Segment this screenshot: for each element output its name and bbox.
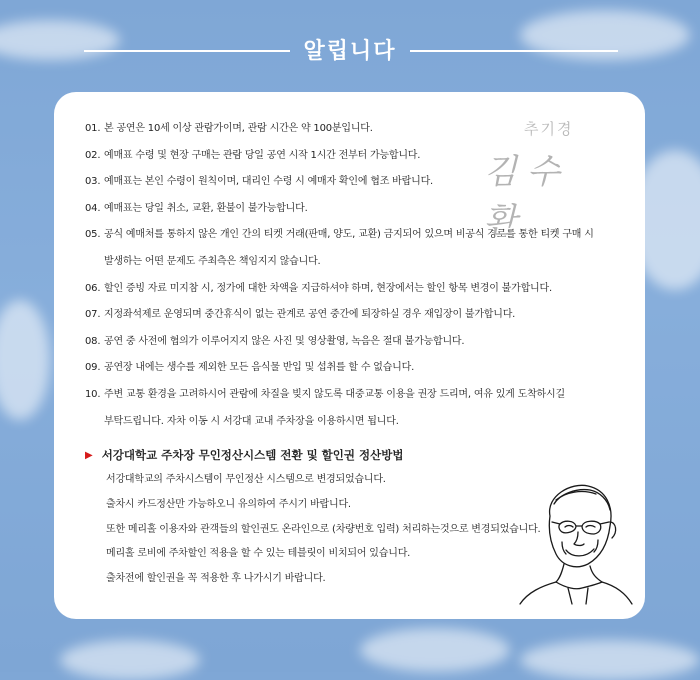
section-line: 출차전에 할인권을 꼭 적용한 후 나가시기 바랍니다. (106, 573, 326, 585)
notice-number (85, 409, 104, 436)
section-line: 서강대학교의 주차시스템이 무인정산 시스템으로 변경되었습니다. (106, 474, 386, 485)
section-line: 출차시 카드정산만 가능하오니 유의하여 주시기 바랍니다. (106, 498, 351, 510)
notice-text: 할인 증빙 자료 미지참 시, 정가에 대한 차액을 지급하셔야 하며, 현장에서는 할인 항목 변경이 불가합니다. (104, 282, 552, 294)
page-title: 알립니다 (303, 39, 397, 64)
notice-number: 05. (85, 229, 101, 241)
cloud (0, 300, 50, 420)
page-header (0, 28, 700, 72)
section-title: 서강대학교 주차장 무인정산시스템 전환 및 할인권 정산방법 (101, 448, 404, 462)
notice-number: 06. (85, 282, 101, 294)
section-heading (85, 446, 605, 464)
cloud (60, 640, 200, 680)
notice-text: 공연 중 사전에 협의가 이루어지지 않은 사진 및 영상촬영, 녹음은 절대 불가능합니다. (104, 335, 465, 347)
notice-number: 10. (85, 388, 101, 400)
cloud (360, 628, 510, 672)
notice-number: 04. (85, 202, 101, 214)
cloud (520, 640, 700, 680)
notice-item (85, 355, 605, 382)
notice-number: 03. (85, 176, 101, 188)
notice-card (54, 92, 645, 619)
notice-item (85, 329, 605, 356)
notice-item (85, 382, 605, 409)
header-rule-right (410, 50, 618, 52)
notice-number: 02. (85, 149, 101, 161)
notice-text: 지정좌석제로 운영되며 중간휴식이 없는 관계로 공연 중간에 퇴장하실 경우 재입장이 불가합니다. (104, 309, 516, 321)
notice-item-continued (85, 249, 605, 276)
section-line: 메리홀 로비에 주차할인 적용을 할 수 있는 테블릿이 비치되어 있습니다. (106, 548, 411, 560)
calligraphy-signature (484, 118, 604, 241)
triangle-arrow-icon: ▶ (85, 449, 93, 461)
notice-text: 부탁드립니다. 자차 이동 시 서강대 교내 주차장을 이용하시면 됩니다. (104, 415, 399, 427)
signature-name: 김수환 (484, 152, 570, 241)
notice-text: 본 공연은 10세 이상 관람가이며, 관람 시간은 약 100분입니다. (104, 123, 373, 134)
notice-number: 07. (85, 309, 101, 321)
notice-text: 주변 교통 환경을 고려하시어 관람에 차질을 빚지 않도록 대중교통 이용을 권장 드리며, 여유 있게 도착하시길 (104, 388, 565, 400)
notice-text: 예매표는 본인 수령이 원칙이며, 대리인 수령 시 예매자 확인에 협조 바랍니다. (104, 176, 434, 188)
notice-text: 예매표 수령 및 현장 구매는 관람 당일 공연 시작 1시간 전부터 가능합니다. (104, 149, 421, 161)
section-line: 또한 메리홀 이용자와 관객들의 할인권도 온라인으로 (차량번호 입력) 처리하는것으로 변경되었습니다. (106, 523, 541, 535)
notice-number: 01. (85, 123, 101, 134)
notice-text: 공식 예매처를 통하지 않은 개인 간의 티켓 거래(판매, 양도, 교환) 금지되어 있으며 비공식 경로를 통한 티켓 구매 시 (104, 229, 594, 241)
portrait-illustration (516, 476, 634, 606)
notice-item (85, 276, 605, 303)
notice-number: 09. (85, 362, 101, 374)
notice-text: 발생하는 어떤 문제도 주최측은 책임지지 않습니다. (104, 255, 321, 267)
notice-item (85, 302, 605, 329)
notice-text: 예매표는 당일 취소, 교환, 환불이 불가능합니다. (104, 202, 308, 214)
notice-item-continued (85, 409, 605, 436)
notice-number (85, 249, 104, 276)
notice-text: 공연장 내에는 생수를 제외한 모든 음식물 반입 및 섭취를 할 수 없습니다. (104, 362, 415, 374)
notice-number: 08. (85, 335, 101, 347)
signature-title: 추기경 (524, 120, 574, 138)
